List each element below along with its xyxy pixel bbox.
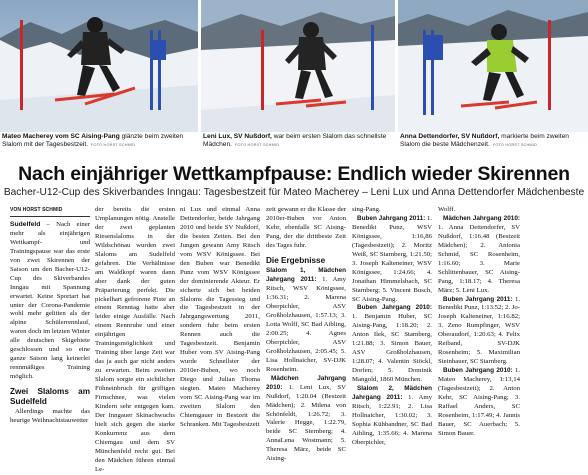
photo-anna-dettendorfer <box>398 0 588 132</box>
caption-2-credit: FOTO HORST SCHMID <box>234 143 280 147</box>
caption-3-text: markierte beim zweiten Slalom die beste Mädchenzeit. <box>400 133 569 148</box>
author-byline: VON HORST SCHMID <box>10 206 90 217</box>
results-slalom-2-heading: Slalom 2, Mädchen Jahrgang 2011: <box>352 385 432 402</box>
caption-1 <box>2 133 196 149</box>
results-boys-2011-heading: Buben Jahrgang 2011: <box>357 214 426 222</box>
results-heading: Die Ergebnisse <box>266 255 326 265</box>
photo-mateo-macherey <box>0 0 198 132</box>
results-boys-2010-slalom-1: 1. Benjamin Huber, SC Aising-Pang, 1:18.20; 2. Anton Ilek, SC Starnberg, 1:21.88; 3. Simon Bauer, ASV Großholzhausen, 1:28.07; 4. Valentin Stöckl, Dorfen; 5. Dominik Mangold, 1860 München. <box>352 313 432 384</box>
results-girls-2010-heading: Mädchen Jahrgang 2010: <box>266 374 346 391</box>
column-3 <box>180 206 260 428</box>
column-1-subheading: Zwei Slaloms am Sudelfeld <box>10 387 90 406</box>
column-4-text: zeit gewann er die Klasse der 2010er-Buben vor Anton Kehr, ebenfalls SC Aising-Pang, der die drittbeste Zeit des Tages fuhr. <box>266 206 346 249</box>
column-3-text: ni Lux und einmal Anna Dettendorfer, beide Jahrgang 2010 und beide SV Nußdorf, die besten Zeiten. Bei den Jungen gewann Amy Ritsch vom WSV Königssee. Bei den Buben war Benedikt Punz vom WSV Königssee der dominierende Akteur. Er sicherte sich bei beiden Slaloms die Tagessieg und die Tagesbestzeit in der Jahrgangswertung 2011, sondern fuhr beim ersten Rennen auch die Tagesbestzeit. Benjamin Huber vom SV Aising-Pang wurde Schnellster der 2010er-Buben, wo noch Diego und Julian Thoma siegten. Mateo Macherey vom SC Aising-Pang war im zweiten Slalom den Chiemgauer in Bestzeit die Schranken. Mit Tagesbestzeit <box>180 206 260 428</box>
results-girls-2010-slalom-1: 1. Leni Lux, SV Nußdorf, 1:20.04 (Bestzeit Mädchen); 2. Milena von Schönfeldt, 1:26.72; 3. Valerie Hegge, 1:22.79, beide SC Sternberg; 4. AnnaLena Wostmann; 5. Theresa März, beide SC Aising- <box>266 383 346 463</box>
results-girls-2010-slalom-2: 1. Anna Dettendorfer, SV Nußdorf, 1:16.48 (Bestzeit Mädchen); 2. Antonia Schmid, SC Rosenheim, 1:16.60; 3. Marie Schlittenbauer, SC Aising-Pang, 1:18.17; 4. Theresa März; 5. Leni Lux. <box>438 223 520 294</box>
article-headline: Nach einjähriger Wettkampfpause: Endlich wieder Skirennen <box>18 163 570 185</box>
column-6-text: Wolff. <box>438 206 456 213</box>
caption-3-credit: FOTO HORST SCHMID <box>492 143 537 147</box>
results-boys-2011-slalom-1: 1. Benedikt Punz, WSV Königssee, 1:16,86 (Tagesbestzeit); 2. Moritz Weiß, SC Starnberg, 1:21.50; 3. Joseph Kalteneiner, WSV Königssee, 1:24.66; 4. Jonathan Himmelsbach, SC Starnberg; 5. Vincent Busch, SC Aising-Pang. <box>352 214 433 303</box>
caption-2 <box>203 133 395 149</box>
results-girls-2011-slalom-2: 1. Amy Ritsch, 1:22.91; 2. Lisa Hollnaicher, 1:30.02; 3. Sophia Kühbandner, SC Bad Aibling, 1:35.66; 4. Marena Oberpichler, <box>352 394 432 446</box>
article-body <box>0 206 588 473</box>
column-6 <box>438 206 521 437</box>
column-2 <box>95 206 175 473</box>
caption-1-credit: FOTO HORST SCHMID <box>91 143 136 147</box>
caption-1-bold: Mateo Macherey vom SC Aising-Pang <box>2 133 120 140</box>
dateline: Sudelfeld <box>10 220 41 228</box>
caption-row <box>0 133 588 163</box>
caption-1-text: glänzte beim zweiten Slalom mit der Tagesbestzeit. <box>2 133 184 148</box>
results-boys-2011-slalom-2: 1. Benedikt Punz, 1:13.52; 2. Jo-Joseph Kalteneiner, 1:16.82; 3. Zeno Rumpfinger, WSV Oberaudorf, 1:20.63; 4. Felix Reiband, SV-DJK Rosenheim; 5. Maximilian Steinhauer, SC Starnberg. <box>438 295 520 366</box>
column-1-text-2: Allerdings machte das heurige Weihnachtstauwetter <box>10 408 90 425</box>
column-1 <box>10 206 90 425</box>
column-5 <box>352 206 433 446</box>
results-boys-2010-s2-heading: Buben Jahrgang 2010: <box>443 367 513 375</box>
photo-strip <box>0 0 588 132</box>
results-boys-2010-slalom-2: 1. Mateo Macherey, 1:13,14 (Tagesbestzeit); 2. Anton Kehr, SC Aising-Pang; 3. Raffael Anders, SC Rosenheim, 1:17.49; 4. Jannis Bauer, SC Auerbach; 5. Simon Bauer. <box>438 367 521 437</box>
column-1-text: – Nach einer mehr als einjährigen Wettkampf- und Trainingspause war das erste von zwei Skirennen der Saison um den Bacher-U12-Cup des Skiverbandes Inngau mit Spannung erwartet. Keine Sportart hat unter der Corona-Pandemie wohl mehr gelitten als der alpine Schülerrennlauf, waren doch im letzten Winter alle deutschen Skigebiete geschlossen und so eine ganze Saison lang keinerlei rennmäßiges Training möglich. <box>10 220 90 381</box>
photo-leni-lux <box>201 0 395 132</box>
column-2-text: der bereits die ersten Umplanungen nötig. Anstelle der zwei geplanten Riesenslaloms in der Wildschönau wurden zwei Slaloms am Sudelfeld gefahren. Die Verhältnisse am Waldkopf waren dann aber dank der guten Präparierung perfekt. Die pickelhart gefrorene Piste an einem Renntag hatte aber leider einige Ausfälle. Nach einem Rennruhe und einer einjährigen Trainingsmöglichkeit und Training über lange Zeit war das ja auch gar nicht anders zu erwarten. Beim zweiten Slalom sorgte ein sichtlicher Föhneinbruch für griffigen Firnschnee, was vielen Kindern sehr entgegen kam. Der Inngauer Skinachwuchs hielt sich gegen die starke Konkurrenz aus dem Chiemgau und dem SV Münchenfeld recht gut. Bei den Mädchen führen einmal Le- <box>95 206 175 473</box>
results-boys-2010-heading: Buben Jahrgang 2010: <box>357 304 432 312</box>
column-5-text: sing-Pang. <box>352 206 381 213</box>
article-subheadline: Bacher-U12-Cup des Skiverbandes Inngau: Tagesbestzeit für Mateo Macherey – Leni Lux und Anna Dettendorfer Mädchenbeste <box>3 187 585 198</box>
caption-3-bold: Anna Dettendorfer, SV Nußdorf, <box>400 133 500 140</box>
results-slalom-1-heading: Slalom 1, Mädchen Jahrgang 2011: <box>266 267 346 284</box>
results-girls-2010-s2-heading: Mädchen Jahrgang 2010: <box>443 214 520 222</box>
caption-2-text: war beim ersten Slalom das schnellste Mädchen. <box>203 133 387 148</box>
column-4 <box>266 206 346 463</box>
results-girls-2011-slalom-1: 1. Amy Ritsch, WSV Königssee, 1:36.31; 2. Marena Oberpichler, ASV Großholzhausen, 1:57.13; 3. Lotta Wolff, SC Bad Aibling, 2:00.25; 4. Agnes Oberpichler, ASV Großholzhausen, 2:05.45; 5. Lisa Hollnaicher, SV-DJK Rosenheim. <box>266 276 346 373</box>
caption-2-bold: Leni Lux, SV Nußdorf, <box>203 133 272 140</box>
results-boys-2011-s2-heading: Buben Jahrgang 2011: <box>443 295 513 303</box>
caption-3 <box>400 133 586 149</box>
